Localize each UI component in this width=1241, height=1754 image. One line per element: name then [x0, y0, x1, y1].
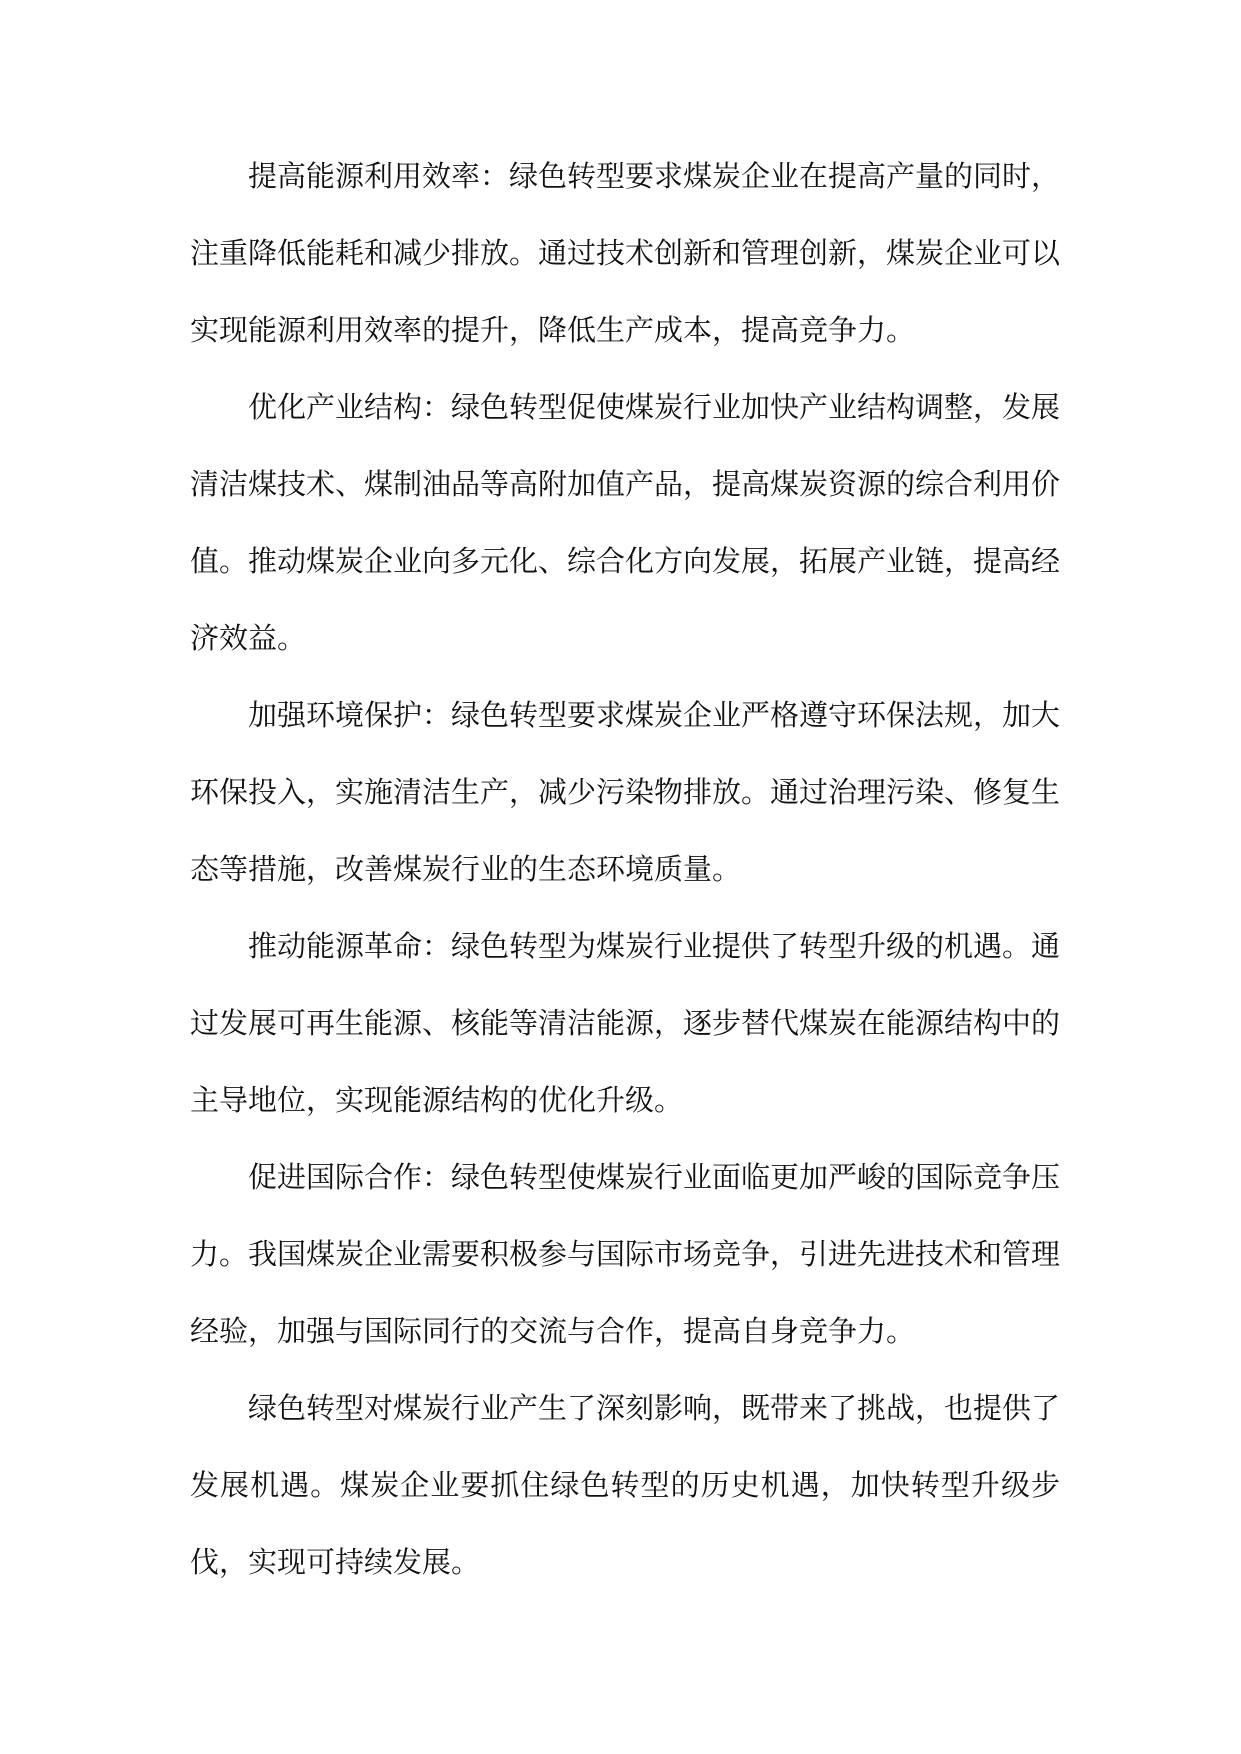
paragraph-environmental-protection: 加强环境保护：绿色转型要求煤炭企业严格遵守环保法规，加大环保投入，实施清洁生产，减少污染物排放。通过治理污染、修复生态等措施，改善煤炭行业的生态环境质量。 [190, 698, 1061, 886]
paragraph-international-cooperation: 促进国际合作：绿色转型使煤炭行业面临更加严峻的国际竞争压力。我国煤炭企业需要积极参与国际市场竞争，引进先进技术和管理经验，加强与国际同行的交流与合作，提高自身竞争力。 [190, 1160, 1061, 1348]
paragraph-energy-revolution: 推动能源革命：绿色转型为煤炭行业提供了转型升级的机遇。通过发展可再生能源、核能等清洁能源，逐步替代煤炭在能源结构中的主导地位，实现能源结构的优化升级。 [190, 929, 1061, 1117]
paragraph-conclusion: 绿色转型对煤炭行业产生了深刻影响，既带来了挑战，也提供了发展机遇。煤炭企业要抓住绿色转型的历史机遇，加快转型升级步伐，实现可持续发展。 [190, 1391, 1061, 1579]
paragraph-industrial-structure: 优化产业结构：绿色转型促使煤炭行业加快产业结构调整，发展清洁煤技术、煤制油品等高附加值产品，提高煤炭资源的综合利用价值。推动煤炭企业向多元化、综合化方向发展，拓展产业链，提高经济效益。 [190, 390, 1061, 655]
paragraph-energy-efficiency: 提高能源利用效率：绿色转型要求煤炭企业在提高产量的同时，注重降低能耗和减少排放。通过技术创新和管理创新，煤炭企业可以实现能源利用效率的提升，降低生产成本，提高竞争力。 [190, 159, 1061, 347]
body-text [190, 138, 1060, 1601]
